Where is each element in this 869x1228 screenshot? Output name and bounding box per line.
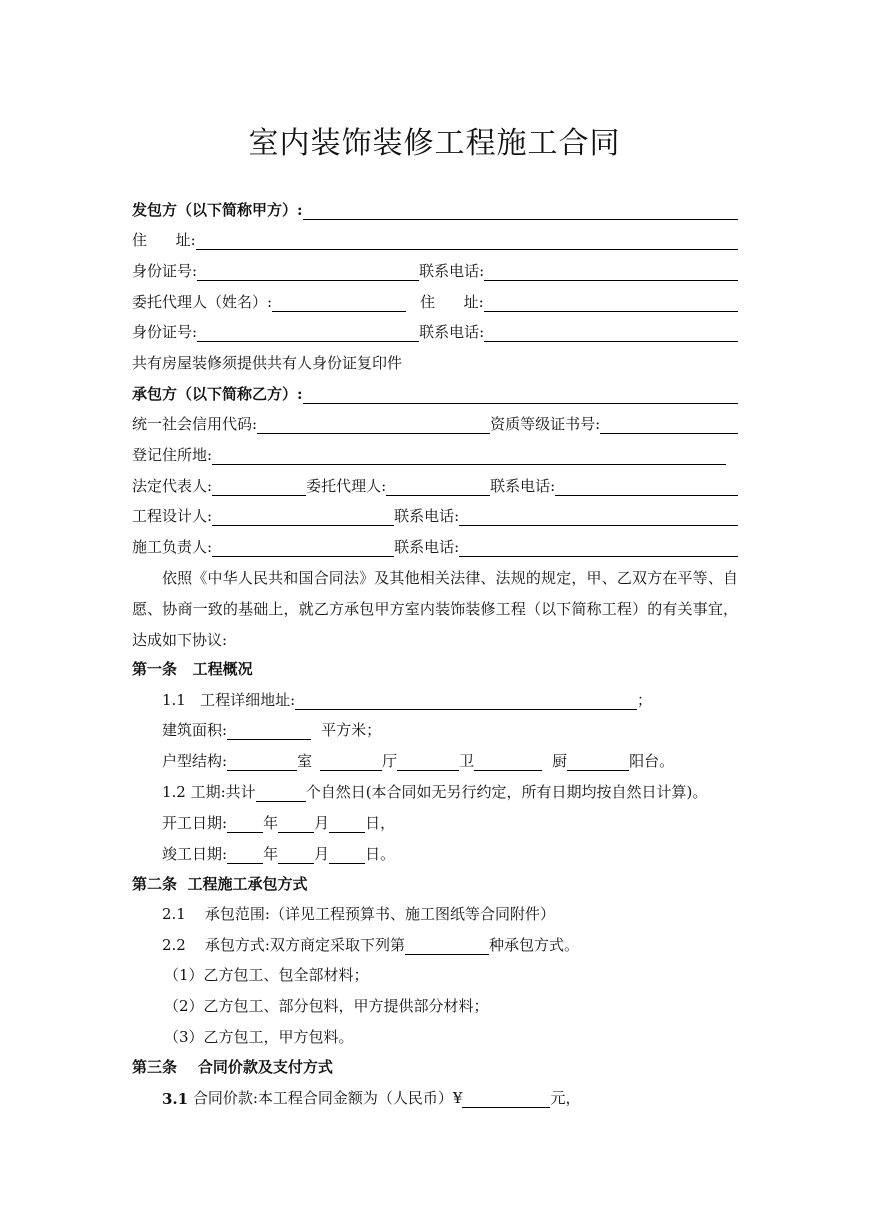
article3-heading: 第三条 合同价款及支付方式 bbox=[132, 1058, 333, 1076]
intro-paragraph: 依照《中华人民共和国合同法》及其他相关法律、法规的规定，甲、乙双方在平等、自愿、协商一致的基础上，就乙方承包甲方室内装饰装修工程（以下简称工程）的有关事宜，达成如下协议: bbox=[132, 569, 738, 649]
area-row bbox=[162, 718, 462, 740]
article2-heading: 第二条 工程施工承包方式 bbox=[132, 875, 308, 893]
start-month-label: 月 bbox=[314, 814, 330, 832]
start-day-field[interactable] bbox=[329, 815, 365, 833]
balcony-label: 阳台。 bbox=[629, 752, 675, 770]
option2-row bbox=[164, 994, 664, 1016]
price-prefix: 合同价款:本工程合同金额为（人民币）¥ bbox=[188, 1089, 463, 1107]
end-date-row bbox=[162, 842, 462, 864]
reg-address-row bbox=[132, 443, 726, 465]
bath-label: 卫 bbox=[459, 752, 475, 770]
qualification-field[interactable] bbox=[600, 416, 738, 434]
project-address-end: ； bbox=[636, 691, 652, 709]
price-row bbox=[162, 1086, 662, 1108]
method-row bbox=[162, 933, 662, 955]
party-a-id-field[interactable] bbox=[197, 263, 419, 281]
party-a-agent-address-label: 住 址: bbox=[420, 293, 484, 311]
option1-row bbox=[164, 963, 664, 985]
party-a-heading: 发包方（以下简称甲方）: bbox=[132, 201, 303, 219]
manager-phone-label: 联系电话: bbox=[394, 538, 460, 556]
party-a-note-row bbox=[132, 351, 738, 373]
party-a-note: 共有房屋装修须提供共有人身份证复印件 bbox=[132, 354, 403, 372]
option3-text: （3）乙方包工，甲方包料。 bbox=[164, 1028, 354, 1046]
party-b-name-field[interactable] bbox=[303, 386, 738, 404]
article3-heading-row bbox=[132, 1055, 738, 1077]
legal-rep-label: 法定代表人: bbox=[132, 477, 213, 495]
kitchens-field[interactable] bbox=[474, 753, 542, 771]
price-suffix: 元， bbox=[550, 1089, 581, 1107]
party-a-agent-row bbox=[132, 290, 738, 312]
party-a-agent-phone-label: 联系电话: bbox=[419, 323, 485, 341]
article2-heading-row bbox=[132, 872, 738, 894]
balconies-field[interactable] bbox=[567, 753, 629, 771]
party-a-agent-label: 委托代理人（姓名）: bbox=[132, 293, 273, 311]
manager-phone-field[interactable] bbox=[459, 539, 738, 557]
party-a-agent-field[interactable] bbox=[272, 294, 406, 312]
reg-address-field[interactable] bbox=[212, 447, 726, 465]
party-a-agent-id-label: 身份证号: bbox=[132, 323, 198, 341]
price-clause-number: 3.1 bbox=[162, 1090, 189, 1108]
article1-heading: 第一条 工程概况 bbox=[132, 660, 253, 678]
designer-field[interactable] bbox=[212, 508, 394, 526]
designer-label: 工程设计人: bbox=[132, 507, 213, 525]
option2-text: （2）乙方包工、部分包料，甲方提供部分材料； bbox=[164, 997, 489, 1015]
party-b-agent-label: 委托代理人: bbox=[306, 477, 387, 495]
legal-rep-row bbox=[132, 474, 738, 496]
designer-row bbox=[132, 504, 738, 526]
designer-phone-label: 联系电话: bbox=[394, 507, 460, 525]
period-row bbox=[162, 780, 742, 802]
party-a-row bbox=[132, 198, 738, 220]
period-suffix: 个自然日(本合同如无另行约定，所有日期均按自然日计算)。 bbox=[305, 783, 708, 801]
project-address-row bbox=[162, 688, 652, 710]
party-b-credit-row bbox=[132, 412, 738, 434]
layout-row bbox=[162, 749, 722, 771]
area-field[interactable] bbox=[227, 722, 311, 740]
start-year-label: 年 bbox=[263, 814, 279, 832]
price-amount-field[interactable] bbox=[462, 1090, 550, 1108]
layout-label: 户型结构: bbox=[162, 752, 228, 770]
method-prefix: 2.2 承包方式:双方商定采取下列第 bbox=[162, 936, 405, 954]
party-b-phone1-field[interactable] bbox=[555, 478, 738, 496]
end-year-field[interactable] bbox=[227, 846, 263, 864]
article1-heading-row bbox=[132, 657, 738, 679]
area-label: 建筑面积: bbox=[162, 721, 228, 739]
party-a-id-row bbox=[132, 259, 738, 281]
method-suffix: 种承包方式。 bbox=[488, 936, 579, 954]
reg-address-label: 登记住所地: bbox=[132, 446, 213, 464]
start-date-label: 开工日期: bbox=[162, 814, 228, 832]
qualification-label: 资质等级证书号: bbox=[490, 415, 601, 433]
method-choice-field[interactable] bbox=[405, 937, 489, 955]
party-a-agent-id-field[interactable] bbox=[197, 324, 419, 342]
end-day-label: 日。 bbox=[365, 845, 396, 863]
party-a-address-field[interactable] bbox=[196, 232, 738, 250]
manager-row bbox=[132, 535, 738, 557]
end-date-label: 竣工日期: bbox=[162, 845, 228, 863]
party-a-phone-label: 联系电话: bbox=[419, 262, 485, 280]
end-month-label: 月 bbox=[314, 845, 330, 863]
party-b-row bbox=[132, 382, 738, 404]
scope-row bbox=[162, 902, 662, 924]
period-prefix: 1.2 工期:共计 bbox=[162, 783, 256, 801]
party-b-phone1-label: 联系电话: bbox=[490, 477, 556, 495]
start-year-field[interactable] bbox=[227, 815, 263, 833]
party-a-address-row bbox=[132, 228, 738, 250]
credit-code-field[interactable] bbox=[257, 416, 490, 434]
start-day-label: 日， bbox=[365, 814, 396, 832]
start-date-row bbox=[162, 811, 462, 833]
start-month-field[interactable] bbox=[278, 815, 314, 833]
scope-text: 2.1 承包范围:（详见工程预算书、施工图纸等合同附件） bbox=[162, 905, 555, 923]
project-address-field[interactable] bbox=[295, 692, 637, 710]
party-b-agent-field[interactable] bbox=[386, 478, 490, 496]
area-unit: 平方米； bbox=[321, 721, 382, 739]
halls-field[interactable] bbox=[320, 753, 382, 771]
baths-field[interactable] bbox=[397, 753, 459, 771]
credit-code-label: 统一社会信用代码: bbox=[132, 415, 258, 433]
document-title: 室内装饰装修工程施工合同 bbox=[248, 126, 621, 161]
party-a-name-field[interactable] bbox=[303, 202, 738, 220]
option3-row bbox=[164, 1025, 664, 1047]
end-month-field[interactable] bbox=[278, 846, 314, 864]
end-day-field[interactable] bbox=[329, 846, 365, 864]
kitchen-label: 厨 bbox=[552, 752, 568, 770]
project-address-label: 1.1 工程详细地址: bbox=[162, 691, 296, 709]
party-a-agent-id-row bbox=[132, 320, 738, 342]
party-a-phone-field[interactable] bbox=[484, 263, 738, 281]
rooms-field[interactable] bbox=[227, 753, 297, 771]
party-b-heading: 承包方（以下简称乙方）: bbox=[132, 385, 303, 403]
hall-label: 厅 bbox=[382, 752, 398, 770]
room-label: 室 bbox=[297, 752, 313, 770]
period-days-field[interactable] bbox=[256, 784, 306, 802]
option1-text: （1）乙方包工、包全部材料； bbox=[164, 966, 369, 984]
manager-field[interactable] bbox=[212, 539, 394, 557]
party-a-agent-phone-field[interactable] bbox=[484, 324, 738, 342]
party-a-agent-address-field[interactable] bbox=[484, 294, 738, 312]
party-a-address-label: 住 址: bbox=[132, 231, 196, 249]
legal-rep-field[interactable] bbox=[212, 478, 306, 496]
end-year-label: 年 bbox=[263, 845, 279, 863]
manager-label: 施工负责人: bbox=[132, 538, 213, 556]
party-a-id-label: 身份证号: bbox=[132, 262, 198, 280]
designer-phone-field[interactable] bbox=[459, 508, 738, 526]
